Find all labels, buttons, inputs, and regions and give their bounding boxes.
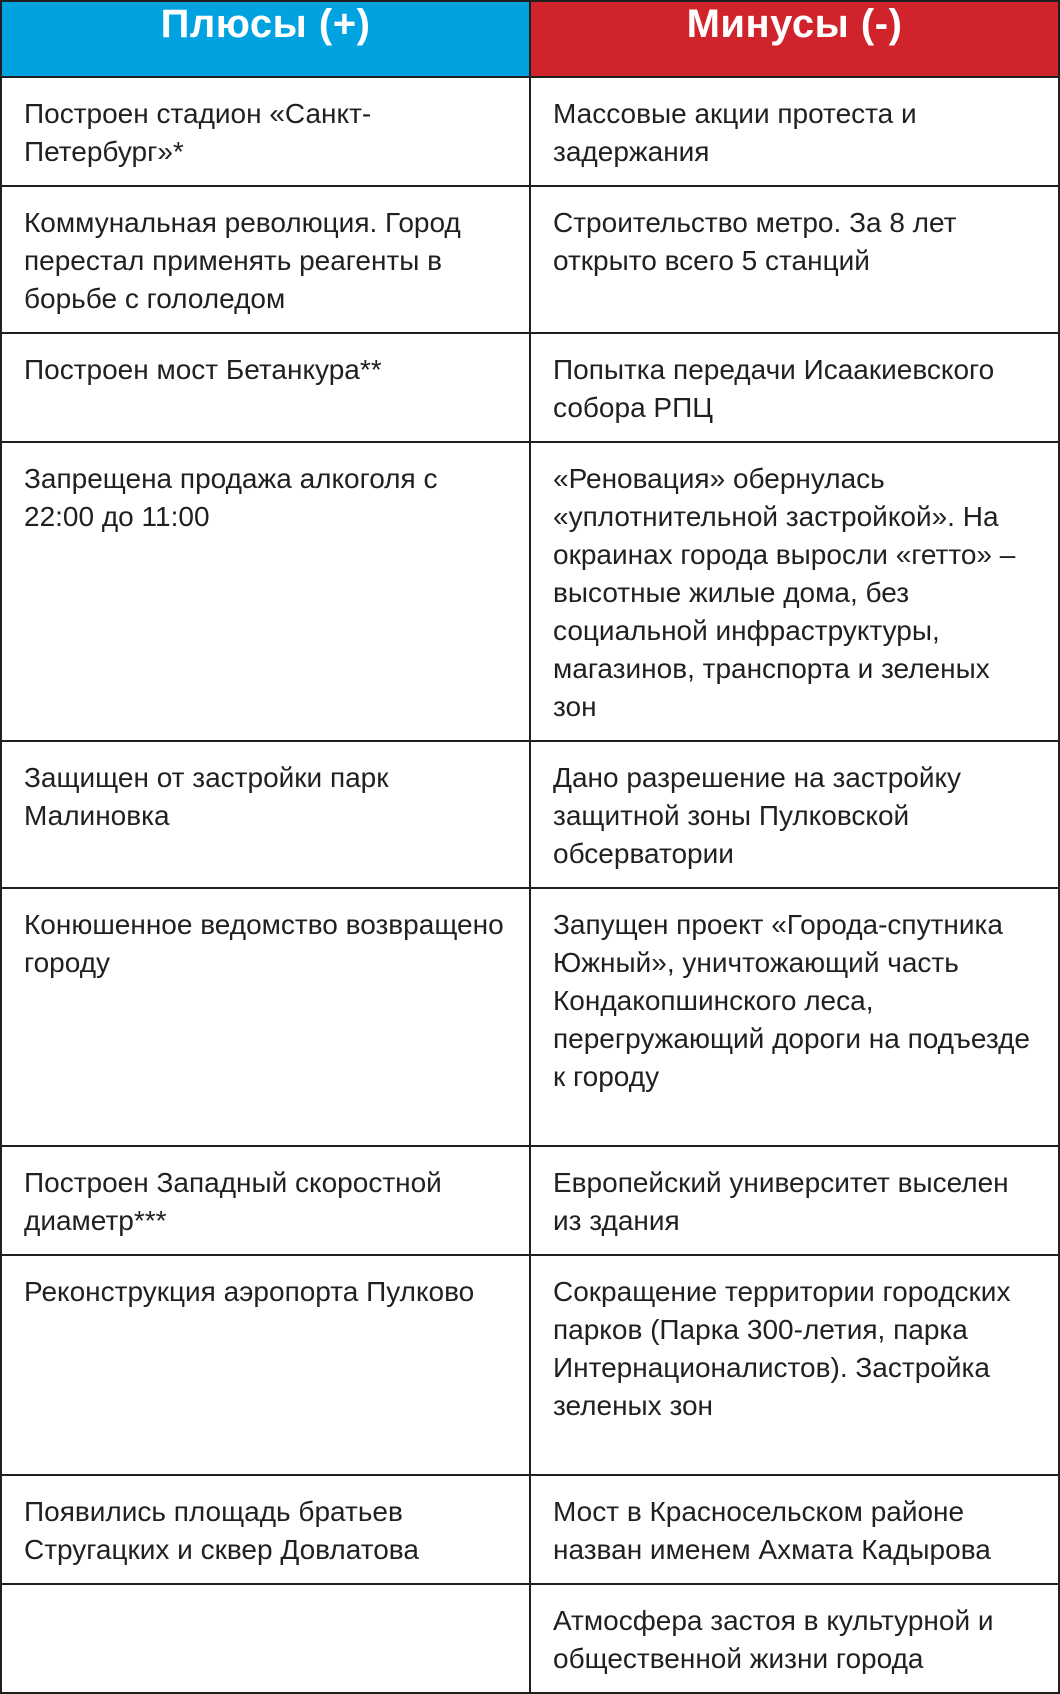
table-row xyxy=(1,333,1059,442)
cons-cell: Дано разрешение на застройку защитной зоны Пулковской обсерватории xyxy=(530,741,1059,888)
table-row xyxy=(1,186,1059,333)
cons-cell: Атмосфера застоя в культурной и общественной жизни города xyxy=(530,1584,1059,1693)
cons-cell: Запущен проект «Города-спутника Южный», уничтожающий часть Кондакопшинского леса, перегружающий дороги на подъезде к городу xyxy=(530,888,1059,1146)
table-row xyxy=(1,741,1059,888)
table-row xyxy=(1,1255,1059,1475)
pros-cell: Реконструкция аэропорта Пулково xyxy=(1,1255,530,1475)
cons-cell: Сокращение территории городских парков (Парка 300-летия, парка Интернационалистов). Застройка зеленых зон xyxy=(530,1255,1059,1475)
pros-cell: Построен стадион «Санкт-Петербург»* xyxy=(1,77,530,186)
table-row xyxy=(1,1475,1059,1584)
pros-cell xyxy=(1,1584,530,1693)
table-row xyxy=(1,442,1059,741)
cons-cell: «Реновация» обернулась «уплотнительной застройкой». На окраинах города выросли «гетто» – высотные жилые дома, без социальной инфраструктуры, магазинов, транспорта и зеленых зон xyxy=(530,442,1059,741)
pros-cell: Защищен от застройки парк Малиновка xyxy=(1,741,530,888)
cons-cell: Массовые акции протеста и задержания xyxy=(530,77,1059,186)
pros-cell: Построен мост Бетанкура** xyxy=(1,333,530,442)
pros-cell: Запрещена продажа алкоголя с 22:00 до 11:00 xyxy=(1,442,530,741)
cons-cell: Строительство метро. За 8 лет открыто всего 5 станций xyxy=(530,186,1059,333)
table-header-row xyxy=(1,1,1059,77)
table-row xyxy=(1,888,1059,1146)
table-row xyxy=(1,1146,1059,1255)
cons-cell: Мост в Красносельском районе назван именем Ахмата Кадырова xyxy=(530,1475,1059,1584)
pros-cell: Построен Западный скоростной диаметр*** xyxy=(1,1146,530,1255)
pros-cell: Конюшенное ведомство возвращено городу xyxy=(1,888,530,1146)
pros-cell: Появились площадь братьев Стругацких и сквер Довлатова xyxy=(1,1475,530,1584)
cons-cell: Попытка передачи Исаакиевского собора РПЦ xyxy=(530,333,1059,442)
pros-column-header: Плюсы (+) xyxy=(1,1,530,77)
table-row xyxy=(1,1584,1059,1693)
table-row xyxy=(1,77,1059,186)
cons-column-header: Минусы (-) xyxy=(530,1,1059,77)
cons-cell: Европейский университет выселен из здания xyxy=(530,1146,1059,1255)
pros-cell: Коммунальная революция. Город перестал применять реагенты в борьбе с гололедом xyxy=(1,186,530,333)
